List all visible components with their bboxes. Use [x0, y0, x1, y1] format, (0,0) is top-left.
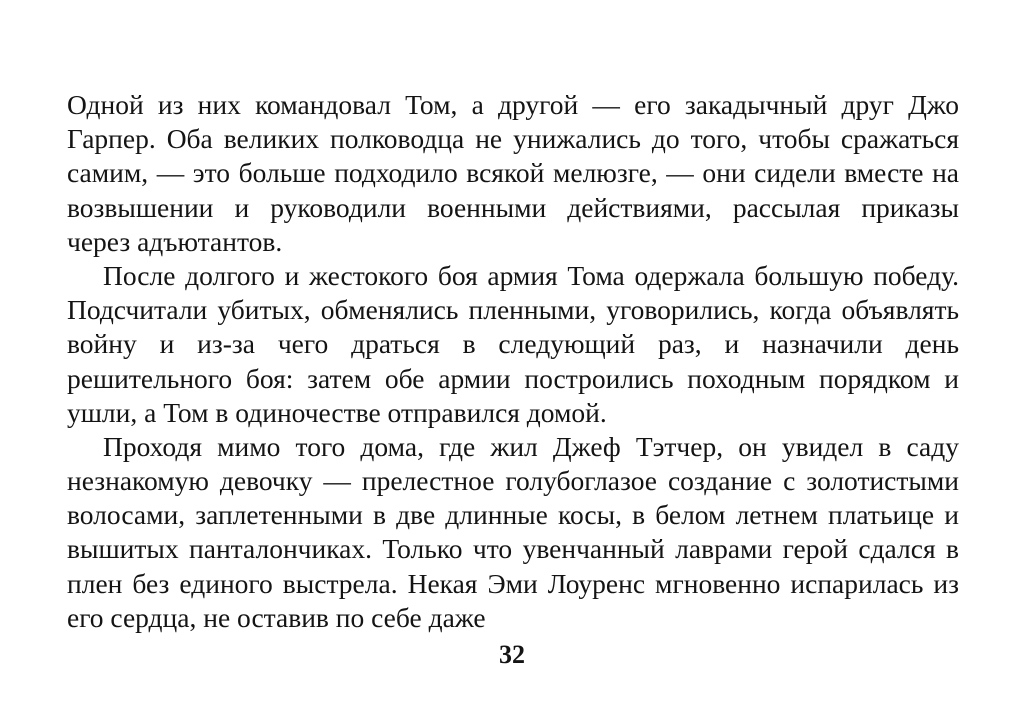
paragraph-2-line-1: После долгого и жестокого боя армия Тома одержала большую победу.	[103, 259, 959, 291]
page-number: 32	[499, 640, 525, 669]
paragraph-2-line-2: Подсчитали убитых, обменялись пленными, уговорились, когда объявлять	[67, 294, 959, 326]
paragraph-3-line-6: его сердца, не оставив по себе даже	[67, 601, 486, 633]
paragraph-2-line-3: войну и из-за чего драться в следующий раз, и назначили день	[67, 328, 959, 360]
paragraph-3-line-2: незнакомую девочку — прелестное голубоглазое создание с золотистыми	[67, 465, 959, 497]
paragraph-2-line-4: решительного боя: затем обе армии построились походным порядком и	[67, 362, 959, 394]
body-text	[67, 88, 959, 635]
paragraph-3-line-3: волосами, заплетенными в две длинные косы, в белом летнем платьице и	[67, 499, 959, 531]
paragraph-1-line-5: через адъютантов.	[67, 225, 283, 257]
paragraph-1-line-3: самим, — это больше подходило всякой мелюзге, — они сидели вместе на	[67, 157, 959, 189]
paragraph-3-line-5: плен без единого выстрела. Некая Эми Лоуренс мгновенно испарилась из	[67, 567, 959, 599]
paragraph-1-line-4: возвышении и руководили военными действиями, рассылая приказы	[67, 191, 959, 223]
paragraph-1-line-2: Гарпер. Оба великих полководца не унижались до того, чтобы сражаться	[67, 123, 959, 155]
paragraph-3-line-1: Проходя мимо того дома, где жил Джеф Тэтчер, он увидел в саду	[103, 430, 959, 462]
paragraph-1-line-1: Одной из них командовал Том, а другой — его закадычный друг Джо	[67, 89, 959, 120]
paragraph-2-line-5: ушли, а Том в одиночестве отправился домой.	[67, 396, 607, 428]
paragraph-3-line-4: вышитых панталончиках. Только что увенчанный лаврами герой сдался в	[67, 533, 959, 565]
